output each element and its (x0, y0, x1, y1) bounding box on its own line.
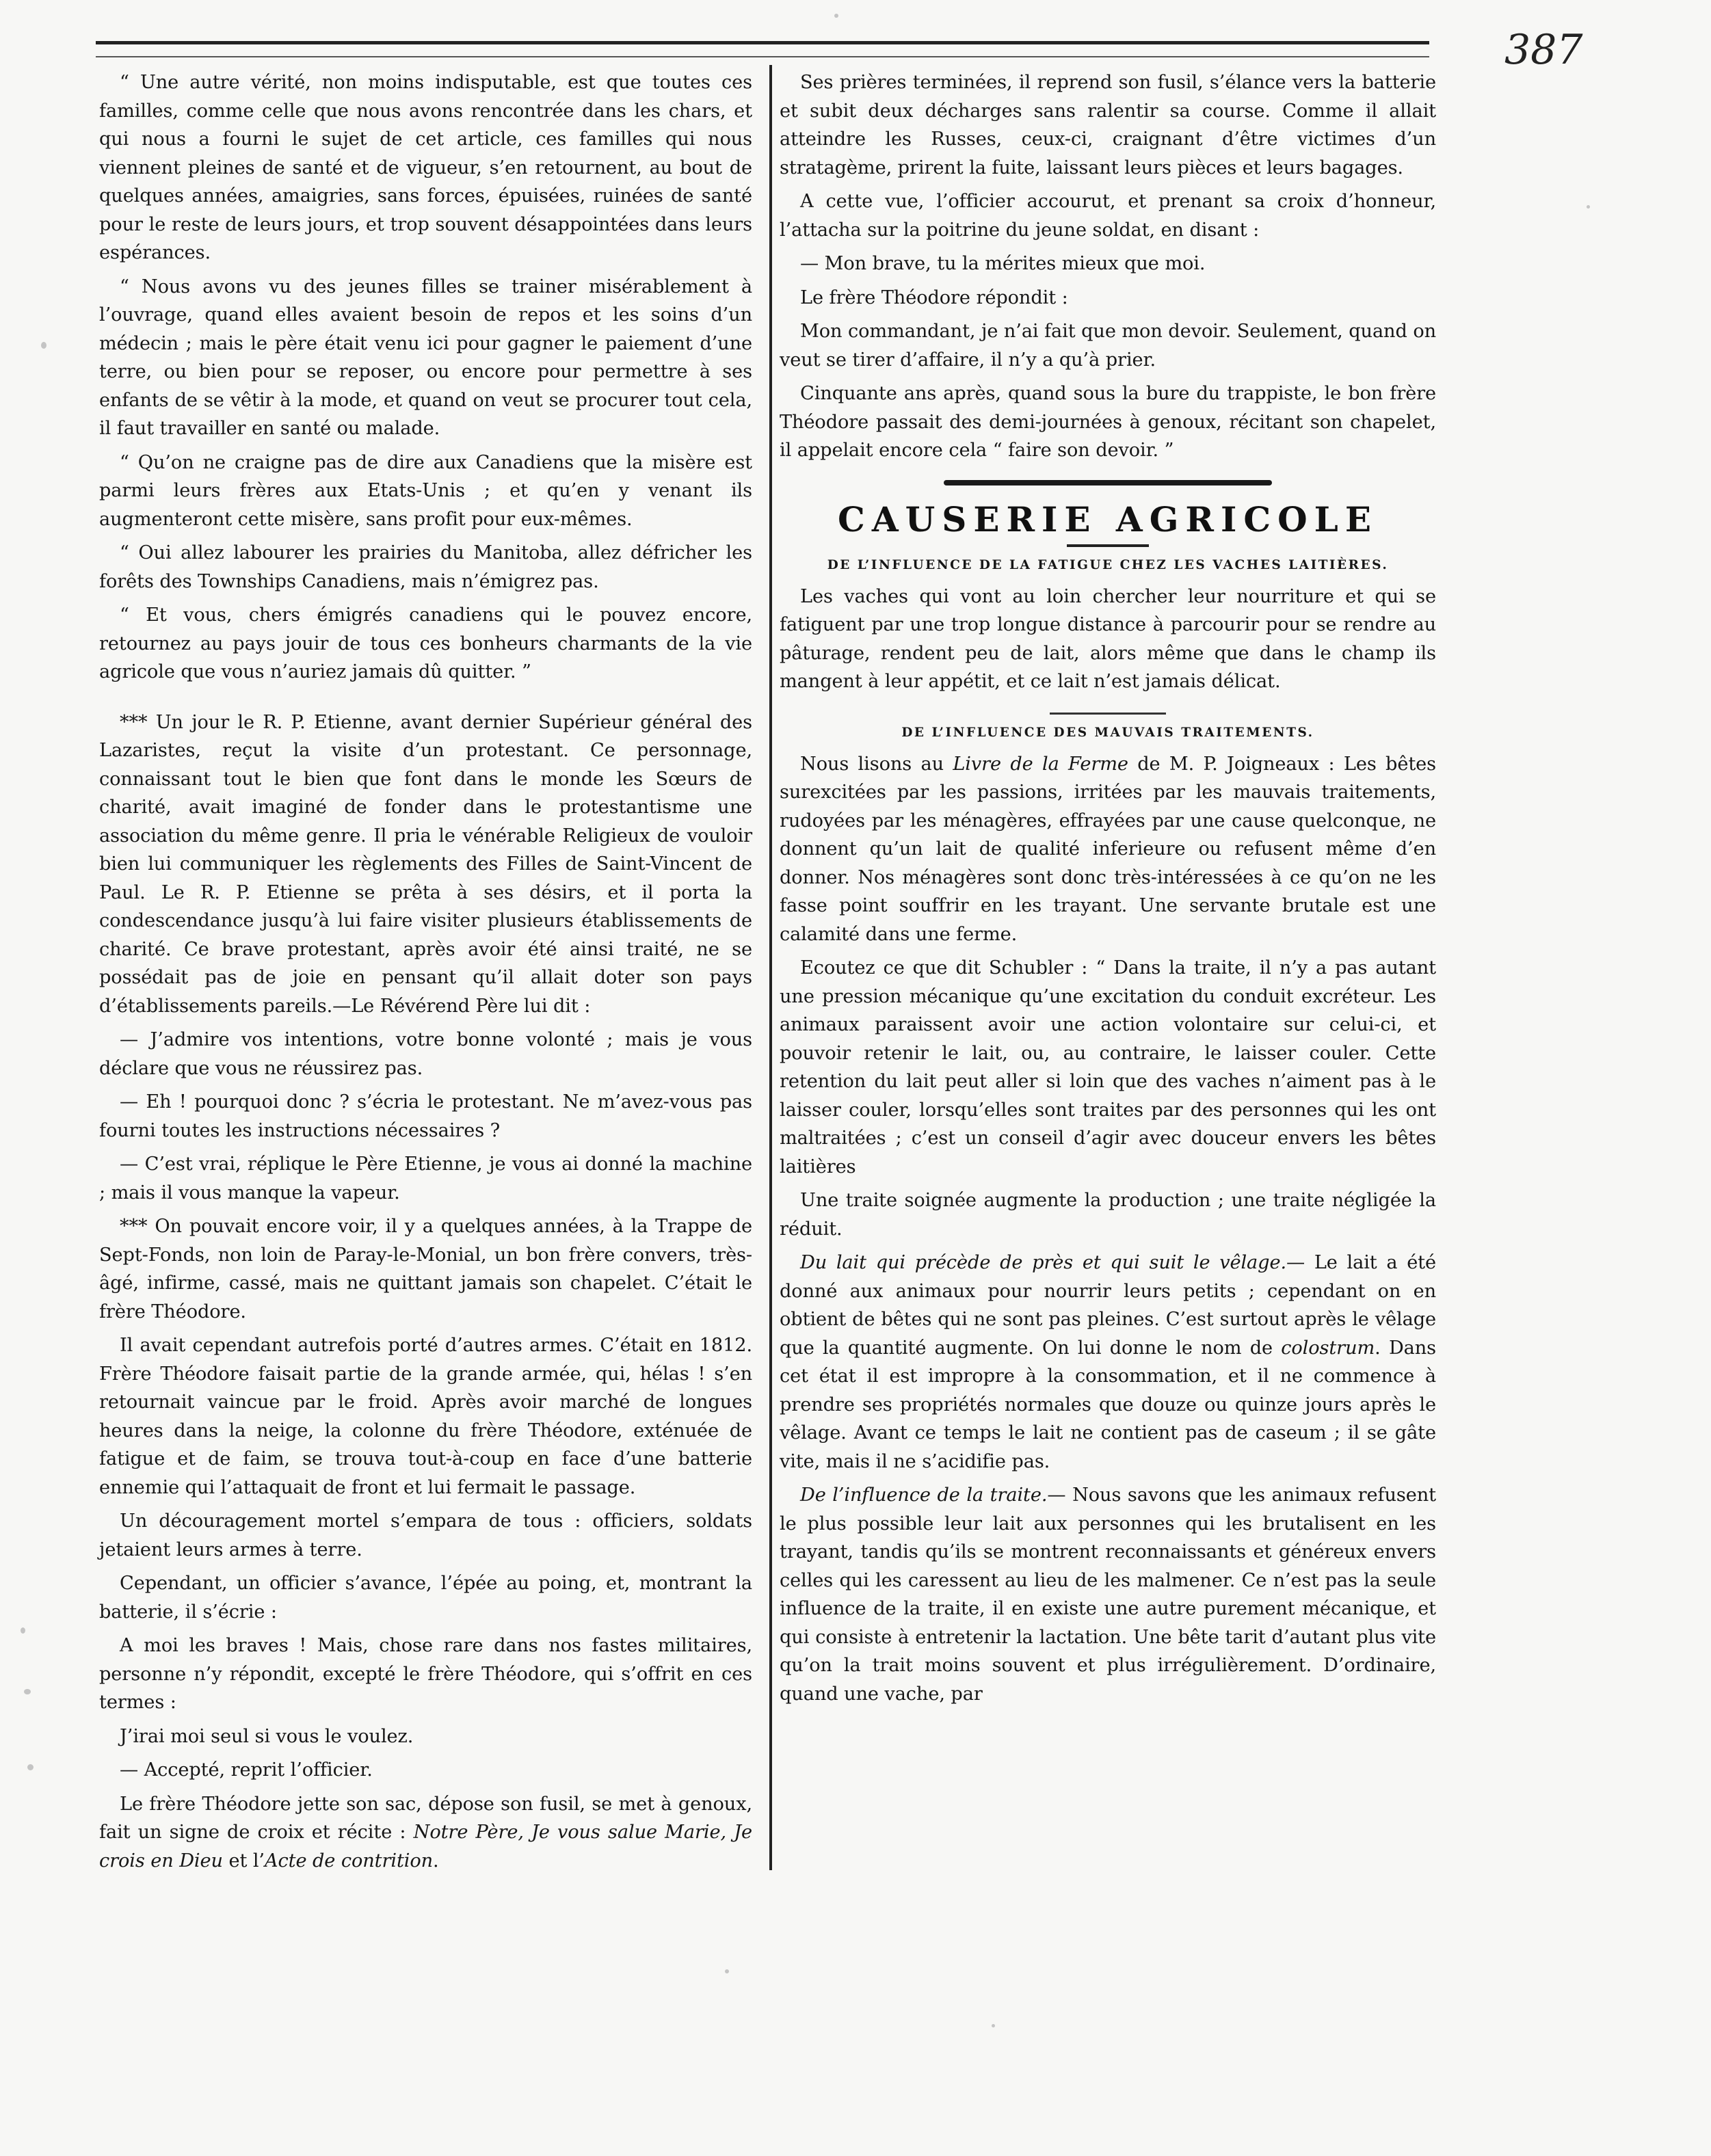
paragraph: A moi les braves ! Mais, chose rare dans nos fastes militaires, personne n’y répondit, excepté le frère Théodore, qui s’offrit en ces termes : (99, 1635, 752, 1713)
paragraph: Ses prières terminées, il reprend son fusil, s’élance vers la batterie et subit deux décharges sans ralentir sa course. Comme il allait atteindre les Russes, ceux-ci, craignant d’être victimes d’un stratagème, prirent la fuite, laissant leurs pièces et leurs bagages. (780, 72, 1436, 178)
paragraph: Les vaches qui vont au loin chercher leur nourriture et qui se fatiguent par une trop longue distance à parcourir pour se rendre au pâturage, rendent peu de lait, alors même que dans le champ ils mangent à leur appétit, et ce lait n’est jamais délicat. (780, 585, 1436, 692)
section-title: CAUSERIE AGRICOLE (838, 498, 1378, 540)
paragraph: *** Un jour le R. P. Etienne, avant dernier Supérieur général des Lazaristes, reçut la visite d’un protestant. Ce personnage, connaissant tout le bien que font dans le monde les Sœurs de charité, avait imaginé de fonder dans le protestantisme une association du même genre. Il pria le vénérable Religieux de vouloir bien lui communiquer les règlements des Filles de Saint-Vincent de Paul. Le R. P. Etienne se prêta à ses désirs, et il porta la condescendance jusqu’à lui faire visiter plusieurs établissements de charité. Ce brave protestant, après avoir été ainsi traité, ne se possédait pas de joie en pensant qu’il allait doter son pays d’établissements pareils.—Le Révérend Père lui dit : (99, 711, 752, 1017)
left-column (99, 68, 752, 1880)
print-speck (1587, 205, 1590, 209)
paragraph: “ Et vous, chers émigrés canadiens qui le pouvez encore, retournez au pays jouir de tous ces bonheurs charmants de la vie agricole que vous n’auriez jamais dû quitter. ” (99, 604, 752, 682)
print-speck (41, 342, 47, 349)
title-rule (1067, 544, 1149, 547)
paragraph: Cependant, un officier s’avance, l’épée au poing, et, montrant la batterie, il s’écrie : (99, 1573, 752, 1623)
paragraph: Mon commandant, je n’ai fait que mon devoir. Seulement, quand on veut se tirer d’affaire, il n’y a qu’à prier. (780, 321, 1436, 371)
subsection-rule (1050, 713, 1166, 715)
paragraph: Le frère Théodore jette son sac, dépose son fusil, se met à genoux, fait un signe de croix et récite : Notre Père, Je vous salue Marie, Je crois en Dieu et l’Acte de contrition. (99, 1793, 752, 1872)
print-speck (992, 2024, 995, 2027)
paragraph: “ Nous avons vu des jeunes filles se trainer misérablement à l’ouvrage, quand elles avaient besoin de repos et les soins d’un médecin ; mais le père était venu ici pour gagner le paiement d’une terre, ou bien pour se reposer, ou encore pour permettre à ses enfants de se vêtir à la mode, et quand on veut se procurer tout cela, il faut travailler en santé ou malade. (99, 276, 752, 439)
paragraph: A cette vue, l’officier accourut, et prenant sa croix d’honneur, l’attacha sur la poitrine du jeune soldat, en disant : (780, 191, 1436, 241)
print-speck (725, 1969, 729, 1973)
header-rule (96, 41, 1429, 44)
paragraph: De l’influence de la traite.— Nous savons que les animaux refusent le plus possible leur lait aux personnes qui les brutalisent en les trayant, tandis qu’ils se montrent reconnaissants et généreux envers celles qui les caressent au lieu de les malmener. Ce n’est pas la seule influence de la traite, il en existe une autre purement mécanique, et qui consiste à entretenir la lactation. Une bête tarit d’autant plus vite qu’on la trait moins souvent et plus irrégulièrement. D’ordinaire, quand une vache, par (780, 1485, 1436, 1705)
subheading: DE L’INFLUENCE DES MAUVAIS TRAITEMENTS. (901, 725, 1314, 740)
print-speck (21, 1627, 25, 1634)
paragraph: Le frère Théodore répondit : (800, 287, 1068, 308)
paragraph: “ Oui allez labourer les prairies du Manitoba, allez défricher les forêts des Townships Canadiens, mais n’émigrez pas. (99, 542, 752, 592)
paragraph: — J’admire vos intentions, votre bonne volonté ; mais je vous déclare que vous ne réussirez pas. (99, 1029, 752, 1079)
print-speck (24, 1689, 31, 1694)
paragraph: “ Une autre vérité, non moins indisputable, est que toutes ces familles, comme celle que nous avons rencontrée dans les chars, et qui nous a fourni le sujet de cet article, ces familles qui nous viennent pleines de santé et de vigueur, s’en retournent, au bout de quelques années, amaigries, sans forces, épuisées, ruinées de santé pour le reste de leurs jours, et trop souvent désappointées dans leurs espérances. (99, 72, 752, 263)
paragraph: Ecoutez ce que dit Schubler : “ Dans la traite, il n’y a pas autant une pression mécanique qu’une excitation du conduit excréteur. Les animaux paraissent avoir une action volontaire sur celui-ci, et pouvoir retenir le lait, ou, au contraire, le laisser couler. Cette retention du lait peut aller si loin que des vaches n’aiment pas à le laisser couler, lorsqu’elles sont traites par des personnes qui les ont maltraitées ; c’est un conseil d’agir avec douceur envers les bêtes laitières (780, 957, 1436, 1177)
right-column (780, 68, 1436, 1714)
paragraph: Une traite soignée augmente la production ; une traite négligée la réduit. (780, 1190, 1436, 1240)
paragraph: Nous lisons au Livre de la Ferme de M. P. Joigneaux : Les bêtes surexcitées par les passions, irritées par les mauvais traitements, rudoyées par les ménagères, effrayées par une cause quelconque, ne donnent qu’un lait de qualité inferieure ou refusent même d’en donner. Nos ménagères sont donc très-intéressées à ce qu’on ne les fasse point souffrir en les trayant. Une servante brutale est une calamité dans une ferme. (780, 753, 1436, 945)
paragraph: Cinquante ans après, quand sous la bure du trappiste, le bon frère Théodore passait des demi-journées à genoux, récitant son chapelet, il appelait encore cela “ faire son devoir. ” (780, 383, 1436, 461)
paragraph: Il avait cependant autrefois porté d’autres armes. C’était en 1812. Frère Théodore faisait partie de la grande armée, qui, hélas ! s’en retournait vaincue par le froid. Après avoir marché de longues heures dans la neige, la colonne du frère Théodore, exténuée de fatigue et de faim, se trouva tout-à-coup en face d’une batterie ennemie qui l’attaquait de front et lui fermait le passage. (99, 1335, 752, 1498)
paragraph: Un découragement mortel s’empara de tous : officiers, soldats jetaient leurs armes à terre. (99, 1510, 752, 1560)
paragraph: Du lait qui précède de près et qui suit le vêlage.— Le lait a été donné aux animaux pour nourrir leurs petits ; cependant on en obtient de bêtes qui ne sont pas pleines. C’est surtout après le vêlage que la quantité augmente. On lui donne le nom de colostrum. Dans cet état il est impropre à la consommation, et il ne commence à prendre ses propriétés normales que douze ou quinze jours après le vêlage. Avant ce temps le lait ne contient pas de caseum ; il se gâte vite, mais il ne s’acidifie pas. (780, 1252, 1437, 1472)
paragraph: — C’est vrai, réplique le Père Etienne, je vous ai donné la machine ; mais il vous manque la vapeur. (99, 1154, 752, 1203)
paragraph: J’irai moi seul si vous le voulez. (120, 1725, 414, 1747)
paragraph: *** On pouvait encore voir, il y a quelques années, à la Trappe de Sept-Fonds, non loin de Paray-le-Monial, un bon frère convers, très-âgé, infirme, cassé, mais ne quittant jamais son chapelet. C’était le frère Théodore. (99, 1216, 752, 1322)
print-speck (834, 14, 838, 18)
paragraph: — Accepté, reprit l’officier. (120, 1759, 373, 1781)
section-rule (944, 480, 1272, 485)
page-number: 387 (1504, 26, 1583, 74)
paragraph: — Eh ! pourquoi donc ? s’écria le protestant. Ne m’avez-vous pas fourni toutes les instructions nécessaires ? (99, 1091, 752, 1141)
column-divider (769, 65, 772, 1870)
paragraph: “ Qu’on ne craigne pas de dire aux Canadiens que la misère est parmi leurs frères aux Etats-Unis ; et qu’en y venant ils augmenteront cette misère, sans profit pour eux-mêmes. (99, 451, 752, 530)
subheading: DE L’INFLUENCE DE LA FATIGUE CHEZ LES VACHES LAITIÈRES. (827, 557, 1389, 572)
paragraph: — Mon brave, tu la mérites mieux que moi. (800, 253, 1206, 274)
print-speck (27, 1764, 34, 1770)
header-rule-thin (96, 56, 1429, 57)
